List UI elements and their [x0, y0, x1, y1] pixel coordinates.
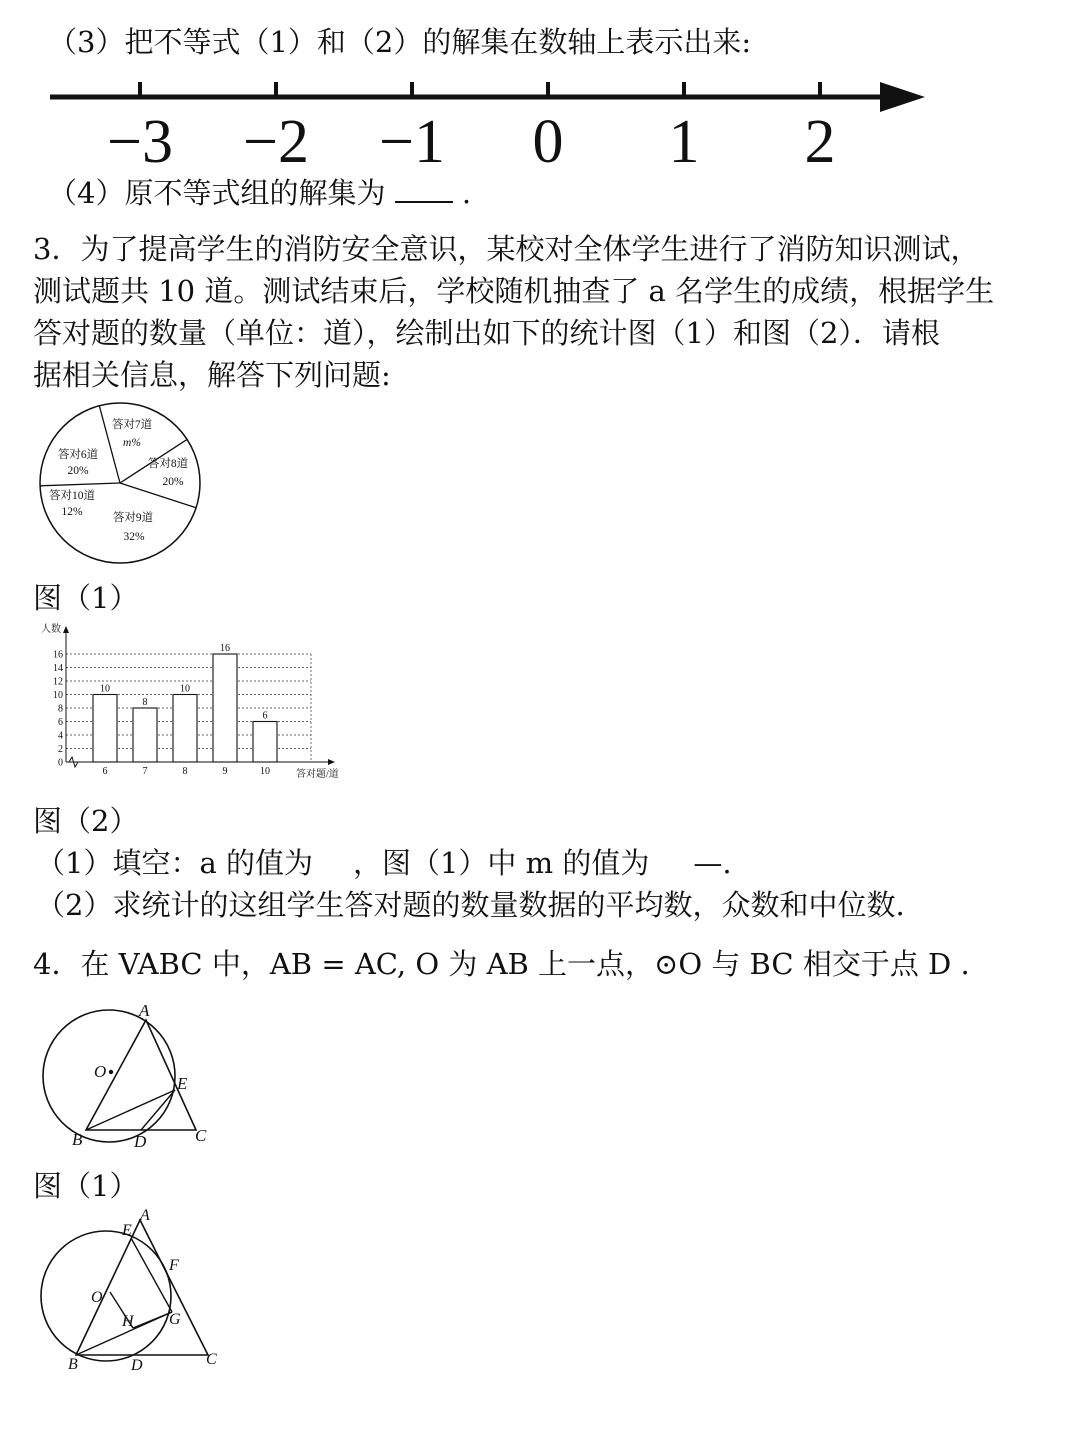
fig1-label-B: B: [72, 1130, 83, 1149]
number-line-tick-label: −3: [107, 108, 173, 176]
pie-slice-value: m%: [123, 437, 141, 449]
answer-blank[interactable]: [395, 175, 453, 203]
bar-x-axis-label: 答对题/道: [296, 769, 339, 780]
bar-category-label: 8: [182, 766, 188, 777]
bar-y-tick-label: 12: [53, 676, 63, 688]
number-line-tick-label: −2: [243, 108, 309, 176]
bar-y-axis-label: 人数: [41, 624, 61, 635]
pie-slice-label: 答对6道: [57, 449, 99, 461]
bar-y-tick-label: 6: [58, 717, 63, 728]
bar-value-label: 16: [220, 643, 230, 654]
pie-slice-value: 20%: [67, 465, 89, 477]
bar-y-tick-label: 8: [58, 703, 63, 715]
fig2-label-H: H: [122, 1313, 134, 1330]
pie-slice-value: 20%: [162, 476, 184, 488]
q3-sub1-c: —.: [693, 846, 732, 880]
number-line-tick-label: 1: [668, 108, 700, 176]
fig1-label-O: O: [94, 1062, 107, 1081]
fig1-caption: 图（1）: [33, 581, 139, 615]
fig2-label-F: F: [169, 1257, 179, 1274]
bar-category-label: 9: [222, 766, 228, 777]
bar-value-label: 10: [100, 683, 110, 695]
pie-slice-label: 答对9道: [112, 512, 154, 524]
bar-7: [133, 708, 157, 762]
bar-y-tick-label: 0: [58, 757, 63, 769]
q4-fig1-caption: 图（1）: [33, 1169, 139, 1203]
q3-line-1: 3．为了提高学生的消防安全意识，某校对全体学生进行了消防知识测试，: [33, 232, 980, 266]
part4-prompt: （4）原不等式组的解集为: [48, 176, 386, 210]
fig1-label-C: C: [195, 1126, 207, 1145]
bar-y-tick-label: 2: [58, 744, 63, 755]
fig2-label-B: B: [68, 1356, 78, 1373]
pie-slice-label: 答对8道: [147, 458, 189, 470]
bar-y-tick-label: 14: [53, 663, 63, 674]
fig2-label-C: C: [206, 1351, 217, 1368]
part3-prompt: （3）把不等式（1）和（2）的解集在数轴上表示出来:: [48, 25, 752, 59]
q4-text: 4．在 VABC 中，AB = AC, O 为 AB 上一点，⊙O 与 BC 相交于点 D .: [33, 947, 970, 981]
pie-slice-divider: [40, 483, 120, 486]
fig2-caption: 图（2）: [33, 804, 139, 838]
bar-value-label: 10: [180, 683, 190, 695]
part4-end: .: [461, 176, 472, 210]
fig1-label-A: A: [139, 1001, 150, 1020]
geometry-figure-1: [38, 996, 238, 1156]
bar-y-tick-label: 10: [53, 690, 63, 701]
bar-value-label: 8: [142, 697, 148, 708]
q3-line-2: 测试题共 10 道。测试结束后，学校随机抽查了 a 名学生的成绩，根据学生: [33, 274, 995, 308]
bar-chart: [38, 622, 358, 782]
part4-line: [48, 173, 471, 213]
bar-9: [213, 654, 237, 762]
bar-y-arrow: [63, 626, 69, 633]
q3-sub1: [36, 843, 732, 883]
pie-slice-divider: [120, 483, 196, 508]
q3-sub1-b: ，图（1）中 m 的值为: [352, 846, 650, 880]
pie-slice-label: 答对7道: [111, 419, 153, 431]
fig2-label-E: E: [122, 1222, 132, 1239]
fig2-label-O: O: [91, 1289, 103, 1306]
pie-chart: [38, 404, 218, 564]
number-line-tick-label: −1: [379, 108, 445, 176]
q3-sub1-a: （1）填空：a 的值为: [36, 846, 313, 880]
number-line: [0, 70, 1080, 250]
bar-category-label: 6: [102, 766, 108, 777]
geometry-figure-2: [38, 1206, 258, 1386]
bar-category-label: 7: [142, 766, 148, 777]
bar-y-tick-label: 4: [58, 730, 63, 742]
fig1-label-E: E: [177, 1074, 188, 1093]
bar-x-arrow: [328, 759, 335, 765]
bar-y-tick-label: 16: [53, 649, 63, 661]
bar-category-label: 10: [260, 766, 270, 777]
pie-slice-value: 32%: [123, 531, 145, 543]
bar-10: [253, 722, 277, 763]
q3-line-3: 答对题的数量（单位：道），绘制出如下的统计图（1）和图（2）．请根: [33, 316, 940, 350]
number-line-tick-label: 2: [804, 108, 836, 176]
pie-slice-divider: [99, 406, 120, 483]
pie-slice-label: 答对10道: [49, 490, 95, 502]
bar-6: [93, 695, 117, 763]
fig2-label-A: A: [140, 1207, 150, 1224]
fig1-label-D: D: [134, 1132, 147, 1151]
number-line-tick-label: 0: [532, 108, 564, 176]
bar-8: [173, 695, 197, 763]
q3-sub2: （2）求统计的这组学生答对题的数量数据的平均数，众数和中位数.: [36, 888, 905, 922]
fig2-label-G: G: [169, 1311, 181, 1328]
fig2-label-D: D: [131, 1357, 143, 1374]
pie-slice-value: 12%: [61, 506, 83, 518]
bar-value-label: 6: [262, 710, 268, 722]
q3-line-4: 据相关信息，解答下列问题:: [33, 358, 391, 392]
